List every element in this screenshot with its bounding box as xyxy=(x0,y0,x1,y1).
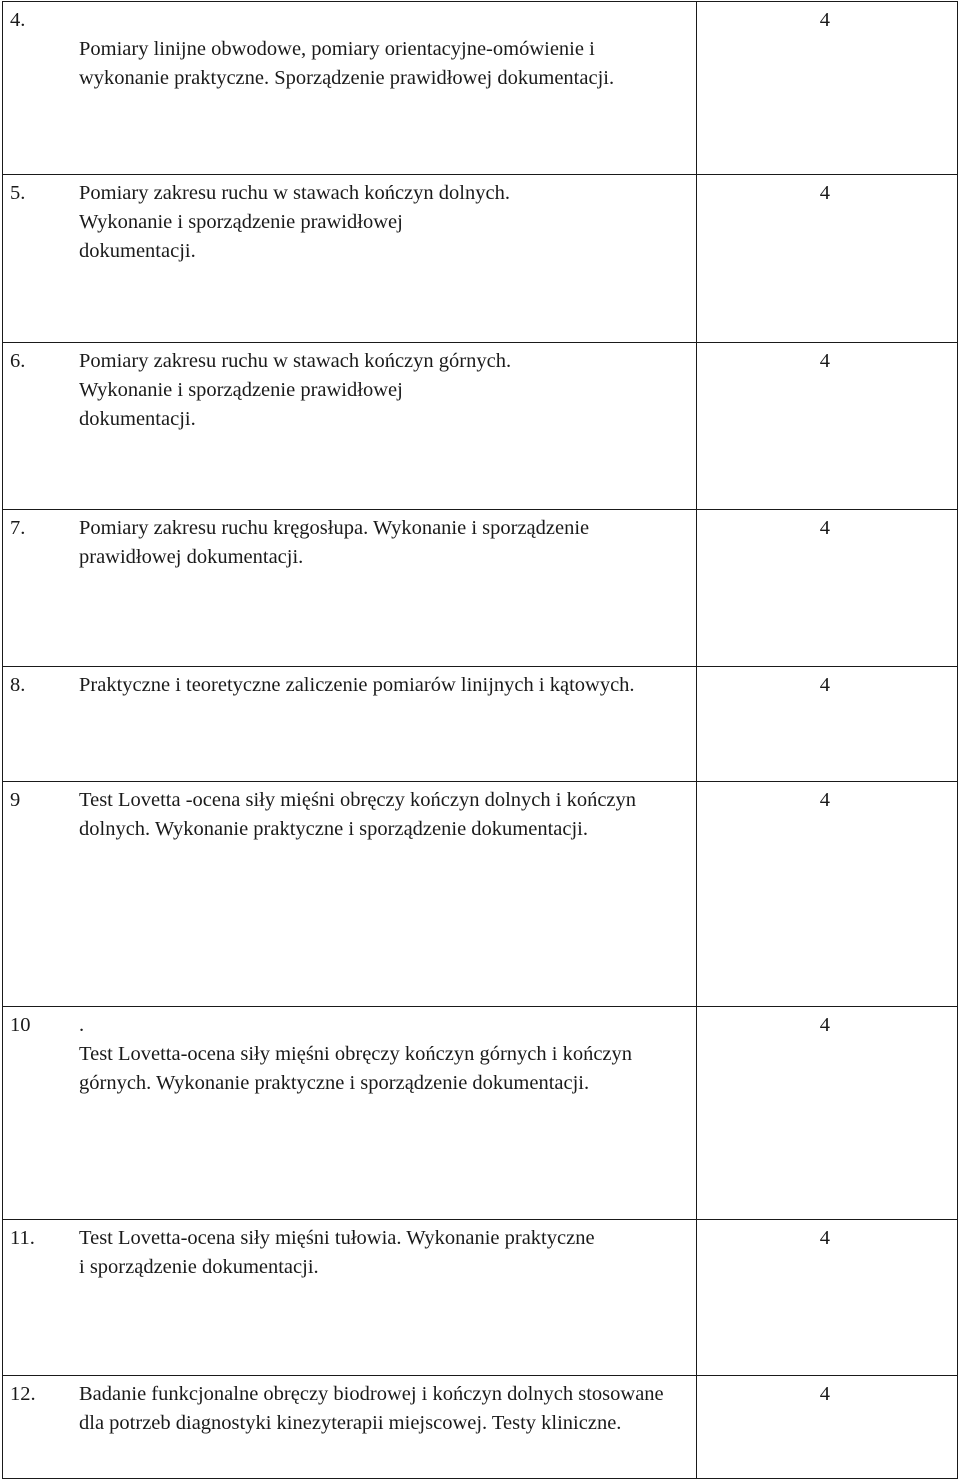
topic-cell xyxy=(3,667,697,782)
hours-value: 4 xyxy=(819,1383,830,1405)
row-number: 4. xyxy=(10,9,26,31)
row-number: 7. xyxy=(10,517,26,539)
topic-text: Test Lovetta -ocena siły mięśni obręczy kończyn dolnych i kończyn dolnych. Wykonanie praktyczne i sporządzenie dokumentacji. xyxy=(79,789,637,840)
curriculum-table xyxy=(2,1,958,1479)
row-number: 11. xyxy=(10,1227,35,1249)
table-row xyxy=(3,667,958,782)
row-number: 5. xyxy=(10,182,26,204)
table-row xyxy=(3,175,958,343)
hours-cell xyxy=(696,343,957,510)
topic-cell xyxy=(3,510,697,667)
topic-text: Pomiary zakresu ruchu w stawach kończyn górnych. Wykonanie i sporządzenie prawidłowej dokumentacji. xyxy=(79,350,512,430)
topic-text: Test Lovetta-ocena siły mięśni obręczy kończyn górnych i kończyn górnych. Wykonanie praktyczne i sporządzenie dokumentacji. xyxy=(79,1043,633,1094)
topic-text: Pomiary zakresu ruchu w stawach kończyn dolnych. Wykonanie i sporządzenie prawidłowej dokumentacji. xyxy=(79,182,510,262)
hours-value: 4 xyxy=(819,182,830,204)
topic-text: Praktyczne i teoretyczne zaliczenie pomiarów linijnych i kątowych. xyxy=(79,674,635,696)
topic-cell xyxy=(3,2,697,175)
hours-value: 4 xyxy=(819,1014,830,1036)
hours-value: 4 xyxy=(819,517,830,539)
hours-cell xyxy=(696,667,957,782)
topic-text: Pomiary zakresu ruchu kręgosłupa. Wykonanie i sporządzenie prawidłowej dokumentacji. xyxy=(79,517,590,568)
topic-cell xyxy=(3,1007,697,1220)
table-row xyxy=(3,1007,958,1220)
topic-text: Test Lovetta-ocena siły mięśni tułowia. Wykonanie praktyczne i sporządzenie dokumentacji. xyxy=(79,1227,595,1278)
table-row xyxy=(3,343,958,510)
row-number: 8. xyxy=(10,674,26,696)
topic-cell xyxy=(3,175,697,343)
table-row xyxy=(3,510,958,667)
hours-value: 4 xyxy=(819,9,830,31)
hours-value: 4 xyxy=(819,350,830,372)
hours-cell xyxy=(696,1007,957,1220)
hours-cell xyxy=(696,1376,957,1479)
row-number: 9 xyxy=(10,789,21,811)
row-number: 6. xyxy=(10,350,26,372)
hours-value: 4 xyxy=(819,789,830,811)
row-number: 10 xyxy=(10,1014,31,1036)
table-row xyxy=(3,2,958,175)
table-row xyxy=(3,1220,958,1376)
hours-cell xyxy=(696,2,957,175)
table-row xyxy=(3,1376,958,1479)
hours-cell xyxy=(696,510,957,667)
row-number: 12. xyxy=(10,1383,36,1405)
topic-cell xyxy=(3,1376,697,1479)
hours-cell xyxy=(696,782,957,1007)
topic-cell xyxy=(3,1220,697,1376)
hours-value: 4 xyxy=(819,674,830,696)
table-row xyxy=(3,782,958,1007)
hours-cell xyxy=(696,1220,957,1376)
hours-cell xyxy=(696,175,957,343)
topic-cell xyxy=(3,782,697,1007)
topic-text: Badanie funkcjonalne obręczy biodrowej i kończyn dolnych stosowane dla potrzeb diagnostyki kinezyterapii miejscowej. Testy kliniczne. xyxy=(79,1383,664,1434)
hours-value: 4 xyxy=(819,1227,830,1249)
topic-cell xyxy=(3,343,697,510)
topic-text: Pomiary linijne obwodowe, pomiary orientacyjne-omówienie i wykonanie praktyczne. Sporządzenie prawidłowej dokumentacji. xyxy=(79,38,615,89)
row-number-dot: . xyxy=(79,1014,85,1036)
